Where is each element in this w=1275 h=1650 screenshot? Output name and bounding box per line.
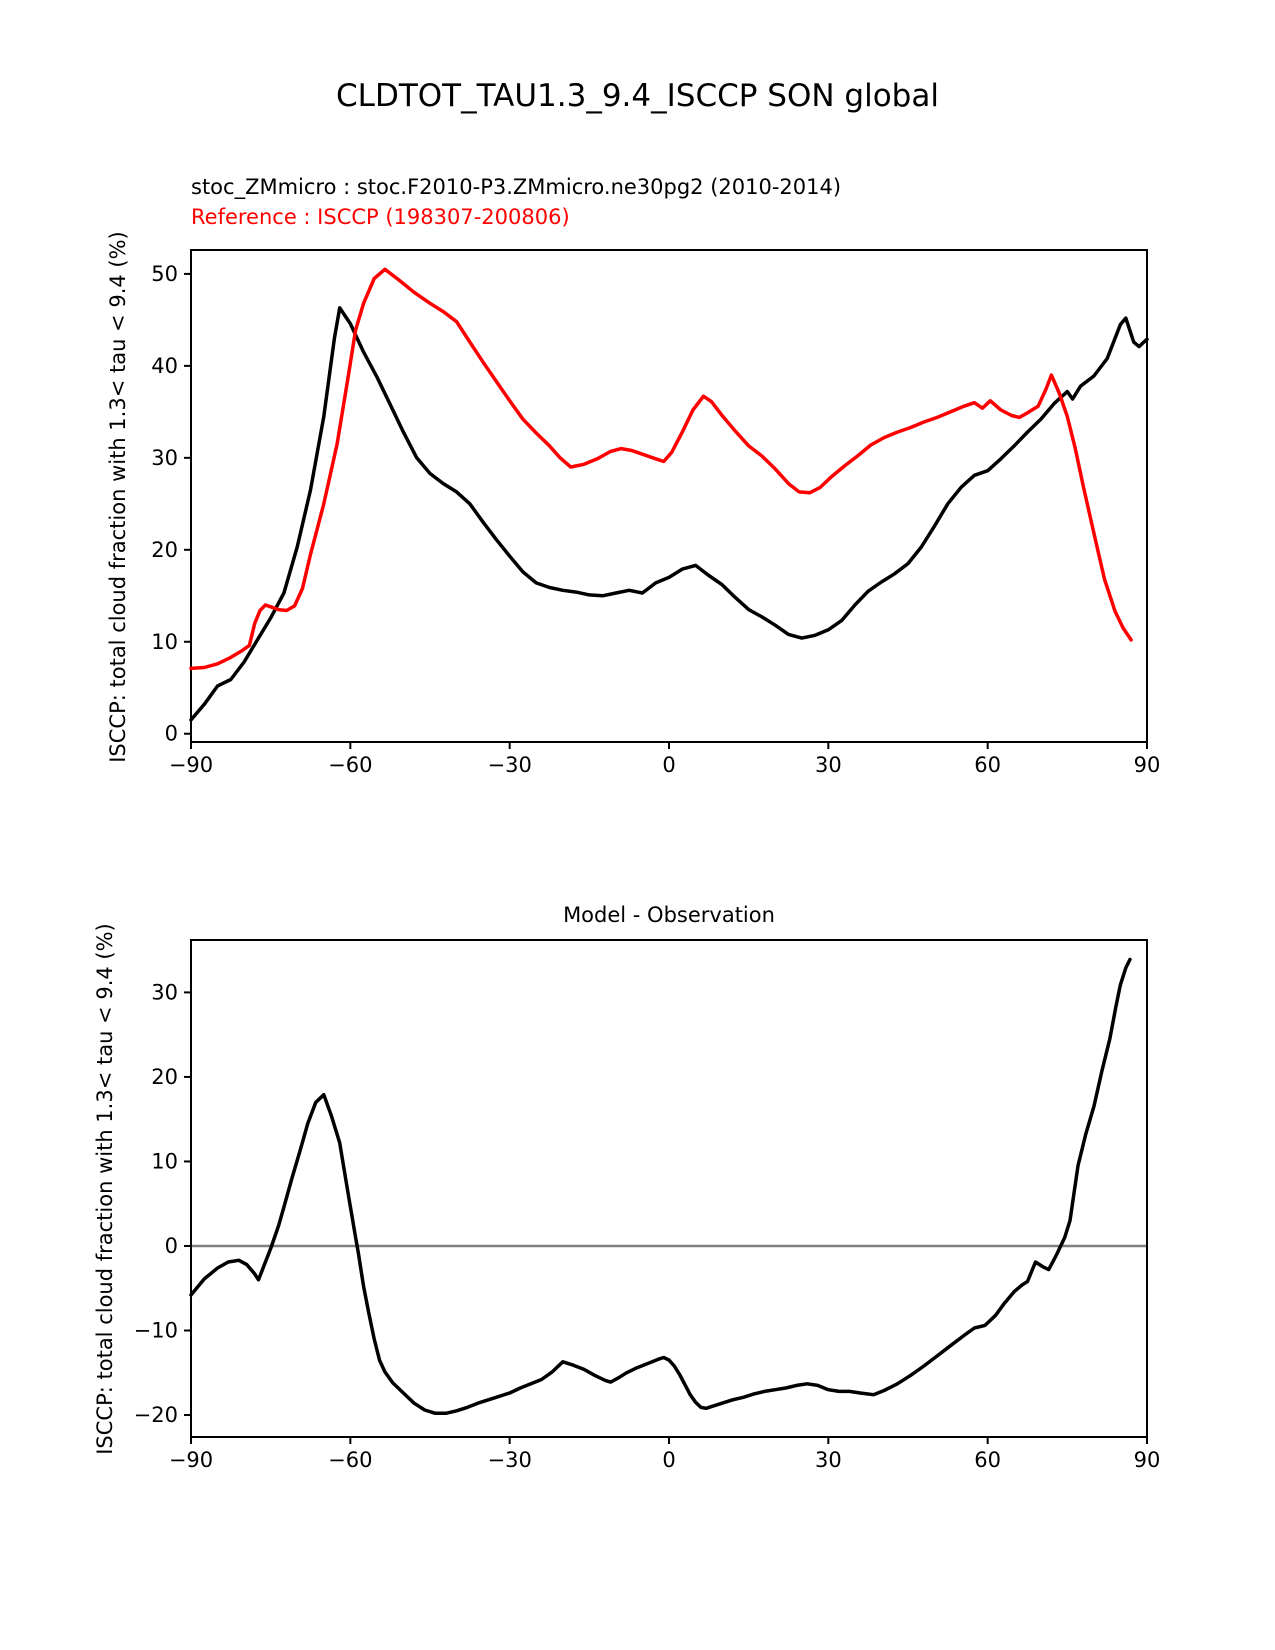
x-tick-label: 90: [1133, 1448, 1161, 1472]
y-tick-label: 20: [151, 537, 178, 562]
y-tick-label: 30: [151, 445, 178, 470]
x-tick-label: −30: [487, 1448, 532, 1472]
y-tick-label: −10: [133, 1318, 178, 1343]
x-tick-label: −30: [487, 753, 532, 777]
y-axis-label-top: ISCCP: total cloud fraction with 1.3< tau < 9.4 (%): [106, 231, 130, 763]
y-tick-label: 0: [164, 1233, 178, 1258]
x-tick-label: 60: [974, 753, 1002, 777]
y-tick-label: 0: [164, 721, 178, 746]
y-axis-label-bottom: ISCCP: total cloud fraction with 1.3< tau < 9.4 (%): [93, 923, 117, 1455]
series-model-minus-observation: [191, 959, 1130, 1413]
y-tick-label: 40: [151, 353, 178, 378]
x-tick-label: 30: [814, 753, 842, 777]
x-tick-label: 0: [662, 753, 676, 777]
legend-item-reference: Reference : ISCCP (198307-200806): [191, 205, 570, 229]
y-tick-label: 30: [151, 980, 178, 1005]
y-tick-label: 20: [151, 1064, 178, 1089]
y-tick-label: 10: [151, 1149, 178, 1174]
x-tick-label: −90: [168, 753, 214, 777]
x-tick-label: −60: [328, 1448, 373, 1472]
y-tick-label: −20: [133, 1403, 178, 1428]
bottom-chart-title: Model - Observation: [563, 903, 775, 927]
x-tick-label: 60: [974, 1448, 1002, 1472]
y-tick-label: 10: [151, 629, 178, 654]
x-tick-label: −60: [328, 753, 373, 777]
x-tick-label: 30: [814, 1448, 842, 1472]
legend-item-model: stoc_ZMmicro : stoc.F2010-P3.ZMmicro.ne30pg2 (2010-2014): [191, 175, 842, 199]
y-tick-label: 50: [151, 261, 178, 286]
x-tick-label: −90: [168, 1448, 214, 1472]
x-tick-label: 90: [1133, 753, 1161, 777]
figure-title: CLDTOT_TAU1.3_9.4_ISCCP SON global: [336, 78, 939, 114]
x-tick-label: 0: [662, 1448, 676, 1472]
